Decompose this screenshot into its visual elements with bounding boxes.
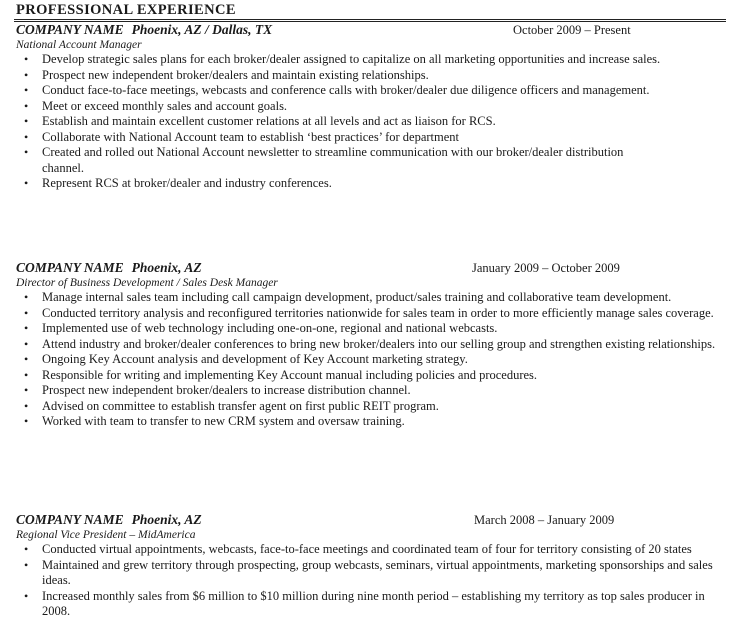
bullet-item: • Represent RCS at broker/dealer and industry conferences. — [16, 176, 666, 192]
company-location: Phoenix, AZ — [131, 260, 202, 275]
section-title: PROFESSIONAL EXPERIENCE — [16, 2, 236, 18]
company-name: COMPANY NAME — [16, 260, 124, 275]
bullet-item: • Prospect new independent broker/dealers and maintain existing relationships. — [16, 68, 666, 84]
bullet-item: • Prospect new independent broker/dealers to increase distribution channel. — [16, 383, 716, 399]
bullet-item: • Maintained and grew territory through prospecting, group webcasts, seminars, virtual appointments, marketing sponsorships and sales ideas. — [16, 558, 716, 589]
job-header — [16, 260, 728, 276]
bullet-item: • Ongoing Key Account analysis and development of Key Account marketing strategy. — [16, 352, 716, 368]
section-rule — [14, 19, 726, 20]
job-title: National Account Manager — [16, 39, 142, 51]
job-header — [16, 22, 728, 38]
company-location: Phoenix, AZ — [131, 512, 202, 527]
bullet-item: • Establish and maintain excellent customer relations at all levels and act as liaison for RCS. — [16, 114, 666, 130]
job-entry-1 — [16, 22, 728, 192]
job-bullets — [16, 52, 666, 192]
company-location: Phoenix, AZ / Dallas, TX — [131, 22, 273, 37]
bullet-item: • Implemented use of web technology including one-on-one, regional and national webcasts. — [16, 321, 716, 337]
bullet-item: • Attend industry and broker/dealer conferences to bring new broker/dealers into our selling group and strengthen existing relationships. — [16, 337, 716, 353]
bullet-item: • Responsible for writing and implementing Key Account manual including policies and procedures. — [16, 368, 716, 384]
bullet-item: • Created and rolled out National Account newsletter to streamline communication with our broker/dealer distribution channel. — [16, 145, 666, 176]
bullet-item: • Worked with team to transfer to new CRM system and oversaw training. — [16, 414, 716, 430]
bullet-item: • Meet or exceed monthly sales and account goals. — [16, 99, 666, 115]
job-dates: January 2009 – October 2009 — [472, 261, 620, 275]
bullet-item: • Conducted territory analysis and reconfigured territories nationwide for sales team in order to more efficiently manage sales coverage. — [16, 306, 716, 322]
job-dates: October 2009 – Present — [513, 23, 631, 37]
job-title: Director of Business Development / Sales Desk Manager — [16, 277, 278, 289]
job-entry-3 — [16, 512, 728, 620]
job-bullets — [16, 290, 716, 430]
job-bullets — [16, 542, 716, 620]
bullet-item: • Advised on committee to establish transfer agent on first public REIT program. — [16, 399, 716, 415]
bullet-item: • Develop strategic sales plans for each broker/dealer assigned to capitalize on all marketing opportunities and increase sales. — [16, 52, 666, 68]
company-name: COMPANY NAME — [16, 22, 124, 37]
job-title: Regional Vice President – MidAmerica — [16, 529, 196, 541]
bullet-item: • Manage internal sales team including call campaign development, product/sales training and collaborative team development. — [16, 290, 716, 306]
company-name: COMPANY NAME — [16, 512, 124, 527]
job-dates: March 2008 – January 2009 — [474, 513, 615, 527]
bullet-item: • Conducted virtual appointments, webcasts, face-to-face meetings and coordinated team of four for territory consisting of 20 states — [16, 542, 716, 558]
job-entry-2 — [16, 260, 728, 430]
bullet-item: • Conduct face-to-face meetings, webcasts and conference calls with broker/dealer due diligence officers and management. — [16, 83, 666, 99]
job-header — [16, 512, 728, 528]
bullet-item: • Increased monthly sales from $6 million to $10 million during nine month period – establishing my territory as top sales producer in 2008. — [16, 589, 716, 620]
bullet-item: • Collaborate with National Account team to establish ‘best practices’ for department — [16, 130, 666, 146]
